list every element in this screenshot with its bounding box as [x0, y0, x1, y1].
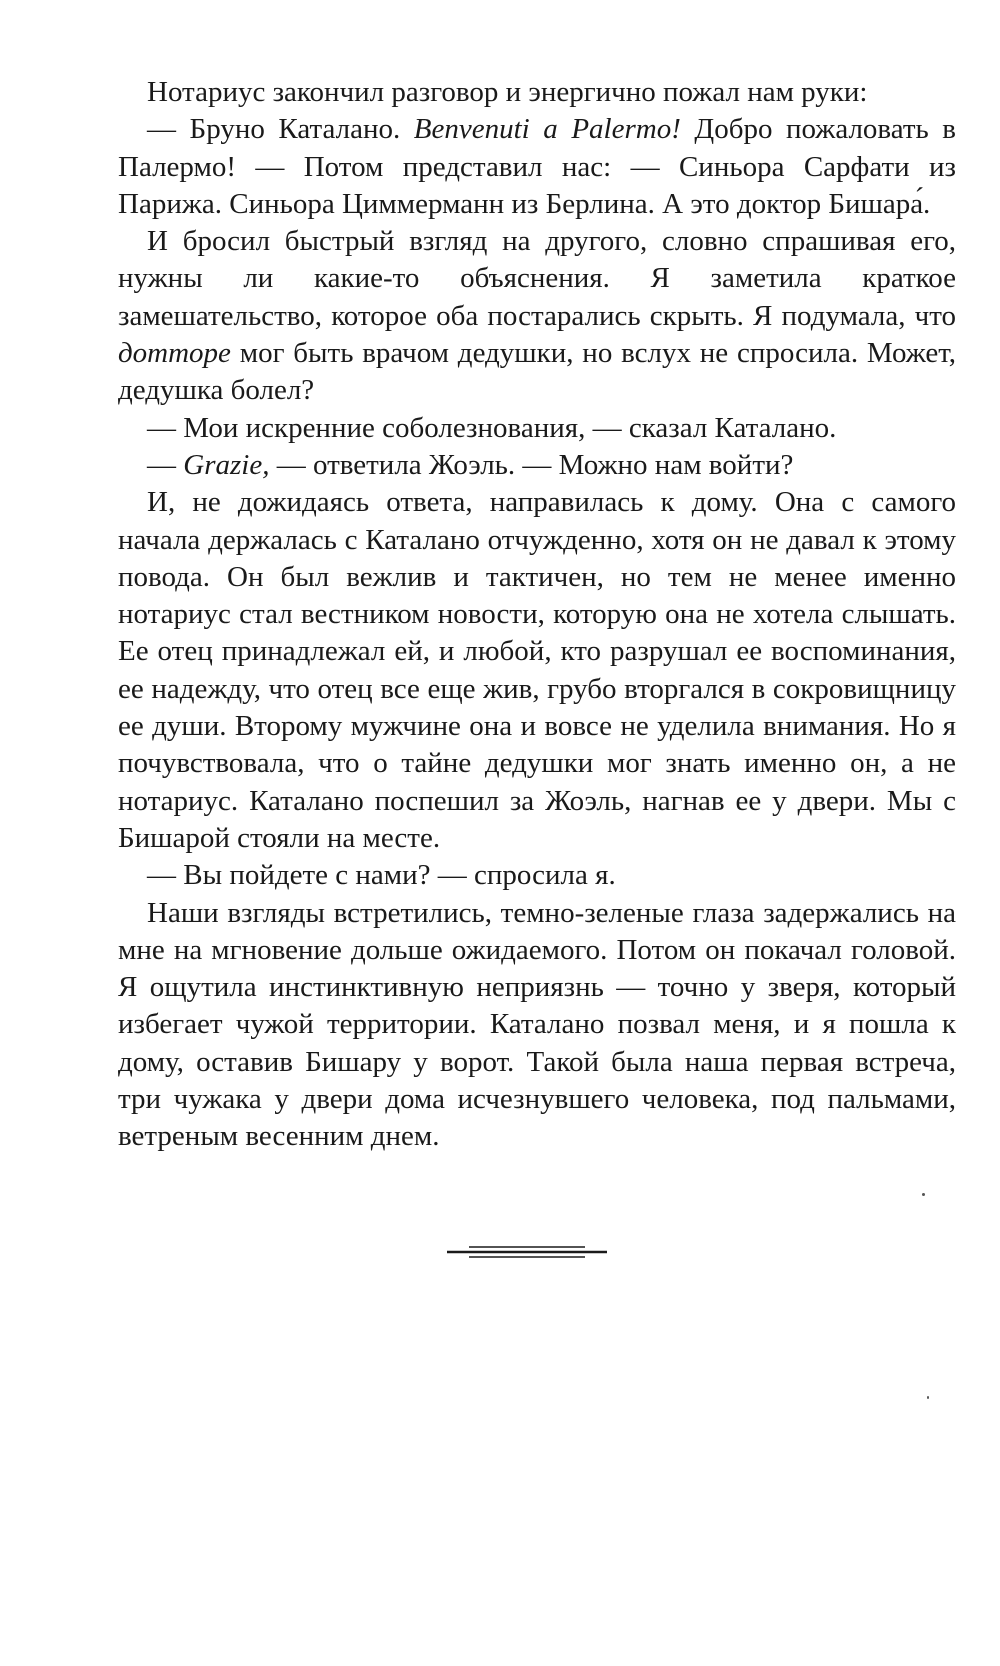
text-run: Добро пожаловать в Палермо! — Потом представил нас: — Синьора Сарфати из Парижа. Синьора Циммерманн из Берлина. А это доктор Бишара́. — [118, 113, 956, 220]
text-run: — Вы пойдете с нами? — спросила я. — [147, 859, 616, 892]
scan-speck — [927, 1396, 929, 1399]
text-run: — Мои искренние соболезнования, — сказал Каталано. — [147, 411, 837, 444]
section-break-ornament — [447, 1245, 607, 1261]
paragraph — [118, 111, 956, 223]
text-run: — Бруно Каталано. — [147, 113, 414, 146]
paragraph — [118, 410, 956, 447]
text-run: Нотариус закончил разговор и энергично пожал нам руки: — [147, 76, 868, 108]
text-run: — ответила Жоэль. — Можно нам войти? — [269, 448, 794, 481]
paragraph — [118, 223, 956, 409]
paragraph — [118, 447, 956, 484]
paragraph — [118, 484, 956, 857]
italic-text: Grazie, — [183, 448, 270, 481]
text-run: — — [147, 448, 184, 481]
italic-text: Benvenuti a Palermo! — [413, 113, 681, 146]
scan-speck — [922, 1193, 925, 1196]
paragraph — [118, 857, 956, 894]
text-run: И бросил быстрый взгляд на другого, словно спрашивая его, нужны ли какие-то объяснения. Я заметила краткое замешательство, которое оба постарались скрыть. Я подумала, что — [118, 225, 956, 332]
body-text — [118, 74, 956, 1156]
text-run: И, не дожидаясь ответа, направилась к дому. Она с самого начала держалась с Каталано отчужденно, хотя он не давал к этому повода. Он был вежлив и тактичен, но тем не менее именно нотариус стал вестником новости, которую она не хотела слышать. Ее отец принадлежал ей, и любой, кто разрушал ее воспоминания, ее надежду, что отец все еще жив, грубо вторгался в сокровищницу ее души. Второму мужчине она и вовсе не уделила внимания. Но я почувствовала, что о тайне дедушки мог знать именно он, а не нотариус. Каталано поспешил за Жоэль, нагнав ее у двери. Мы с Бишарой стояли на месте. — [118, 486, 956, 854]
paragraph — [118, 895, 956, 1156]
paragraph — [118, 74, 956, 111]
text-run: мог быть врачом дедушки, но вслух не спросила. Может, дедушка болел? — [118, 337, 956, 407]
italic-text: дотторе — [118, 337, 231, 370]
text-run: Наши взгляды встретились, темно-зеленые глаза задержались на мне на мгновение дольше ожидаемого. Потом он покачал головой. Я ощутила инстинктивную неприязнь — точно у зверя, который избегает чужой территории. Каталано позвал меня, и я пошла к дому, оставив Бишару у ворот. Такой была наша первая встреча, три чужака у двери дома исчезнувшего человека, под пальмами, ветреным весенним днем. — [118, 896, 956, 1153]
